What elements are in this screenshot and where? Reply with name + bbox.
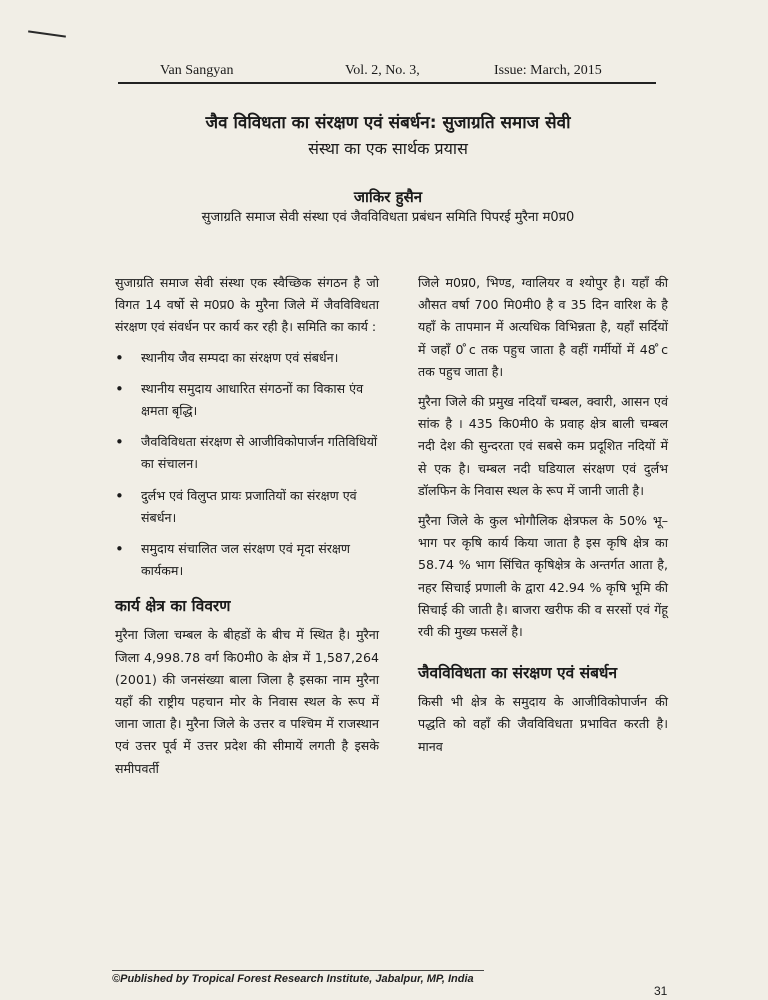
list-item: • जैवविविधता संरक्षण से आजीविकोपार्जन गतिविधियों का संचालन। [115, 433, 378, 472]
bullet-icon: • [115, 486, 124, 505]
list-item: • स्थानीय जैव सम्पदा का संरक्षण एवं संबर्धन। [115, 347, 379, 369]
climate-paragraph: जिले म0प्र0, भिण्ड, ग्वालियर व श्योपुर है। यहाँ की औसत वर्षा 700 मि0मी0 है व 35 दिन वारिश के है यहाँ के तापमान में अत्यधिक विभिन्नता है, यहाँ सर्दियों में जहाँ 0 ̊c तक पहुच जाता है वहीं गर्मीयों में 48 ̊c तक पहुच जाता है। [418, 275, 668, 379]
margin-pen-mark [28, 30, 66, 37]
list-item: • समुदाय संचालित जल संरक्षण एवं मृदा संरक्षण कार्यकम। [115, 540, 350, 579]
title-line-2: संस्था का एक सार्थक प्रयास [308, 139, 468, 158]
agriculture-paragraph: मुरैना जिले के कुल भोगौलिक क्षेत्रफल के 50% भू–भाग पर कृषि कार्य किया जाता है इस कृषि क्षेत्र का 58.74 % भाग सिंचित कृषिक्षेत्र के अन्तर्गत आता है, नहर सिचाई प्रणाली के द्वारा 42.94 % कृषि भूमि की सिचाई की जाती है। बाजरा खरीफ की व सरसों एवं गेंहू रवी की मुख्य फसलें है। [418, 513, 668, 640]
footer-rule [112, 970, 484, 971]
issue-date: Issue: March, 2015 [494, 63, 602, 78]
section-heading-conservation: जैवविविधता का संरक्षण एवं संबर्धन [418, 664, 618, 683]
title-line-1: जैव विविधता का संरक्षण एवं संबर्धन: सुजाग्रति समाज सेवी [205, 113, 571, 133]
objectives-list [115, 347, 379, 583]
author-affiliation: सुजाग्रति समाज सेवी संस्था एवं जैवविविधता प्रबंधन समिति पिपरई मुरैना म0प्र0 [201, 210, 575, 225]
journal-name: Van Sangyan [160, 63, 234, 78]
volume-number: Vol. 2, No. 3, [345, 63, 420, 78]
header-rule [118, 82, 656, 84]
list-item: • स्थानीय समुदाय आधारित संगठनों का विकास एंव क्षमता बृद्धि। [115, 379, 364, 419]
left-column [115, 272, 379, 788]
rivers-paragraph: मुरैना जिले की प्रमुख नदियाँ चम्बल, क्वारी, आसन एवं सांक है । 435 कि0मी0 के प्रवाह क्षेत्र बाली चम्बल नदी देश की सुन्दरता एवं सबसे कम प्रदूशित नदियों में से एक है। चम्बल नदी घडियाल संरक्षण एवं दुर्लभ डॉलफिन के निवास स्थल के रूप में जानी जाती है। [418, 394, 668, 498]
running-header [118, 63, 656, 81]
article-title [110, 110, 666, 162]
bullet-icon: • [115, 379, 124, 398]
right-column [418, 272, 668, 766]
section-heading-work-area: कार्य क्षेत्र का विवरण [115, 597, 231, 616]
page-number: 31 [654, 984, 668, 998]
bullet-icon: • [115, 348, 124, 367]
bullet-icon: • [115, 433, 124, 452]
author-name: जाकिर हुसैन [353, 188, 423, 206]
intro-paragraph: सुजाग्रति समाज सेवी संस्था एक स्वैच्छिक संगठन है जो विगत 14 वर्षो से म0प्र0 के मुरैना जिले में जैवविविधता संरक्षण एवं संवर्धन पर कार्य कर रही है। समिति का कार्य : [115, 275, 379, 335]
bullet-icon: • [115, 540, 124, 559]
work-area-paragraph: मुरैना जिला चम्बल के बीहडों के बीच में स्थित है। मुरैना जिला 4,998.78 वर्ग कि0मी0 के क्षेत्र में 1,587,264 (2001) की जनसंख्या बाला जिला है इसका नाम मुरैना यहाँ की राष्ट्रीय पहचान मोर के निवास स्थल के रूप में जाना जाता है। मुरैना जिले के उत्तर व पश्चिम में राजस्थान एवं उत्तर पूर्व में उत्तर प्रदेश की सीमायें लगती है इसके समीपवर्ती [115, 627, 379, 776]
conservation-paragraph: किसी भी क्षेत्र के समुदाय के आजीविकोपार्जन की पद्धति को वहाँ की जैवविविधता प्रभावित करती है। मानव [418, 694, 668, 754]
publisher-footer: ©Published by Tropical Forest Research Institute, Jabalpur, MP, India [112, 973, 474, 985]
list-item: • दुर्लभ एवं विलुप्त प्रायः प्रजातियों का संरक्षण एवं संबर्धन। [115, 486, 357, 525]
